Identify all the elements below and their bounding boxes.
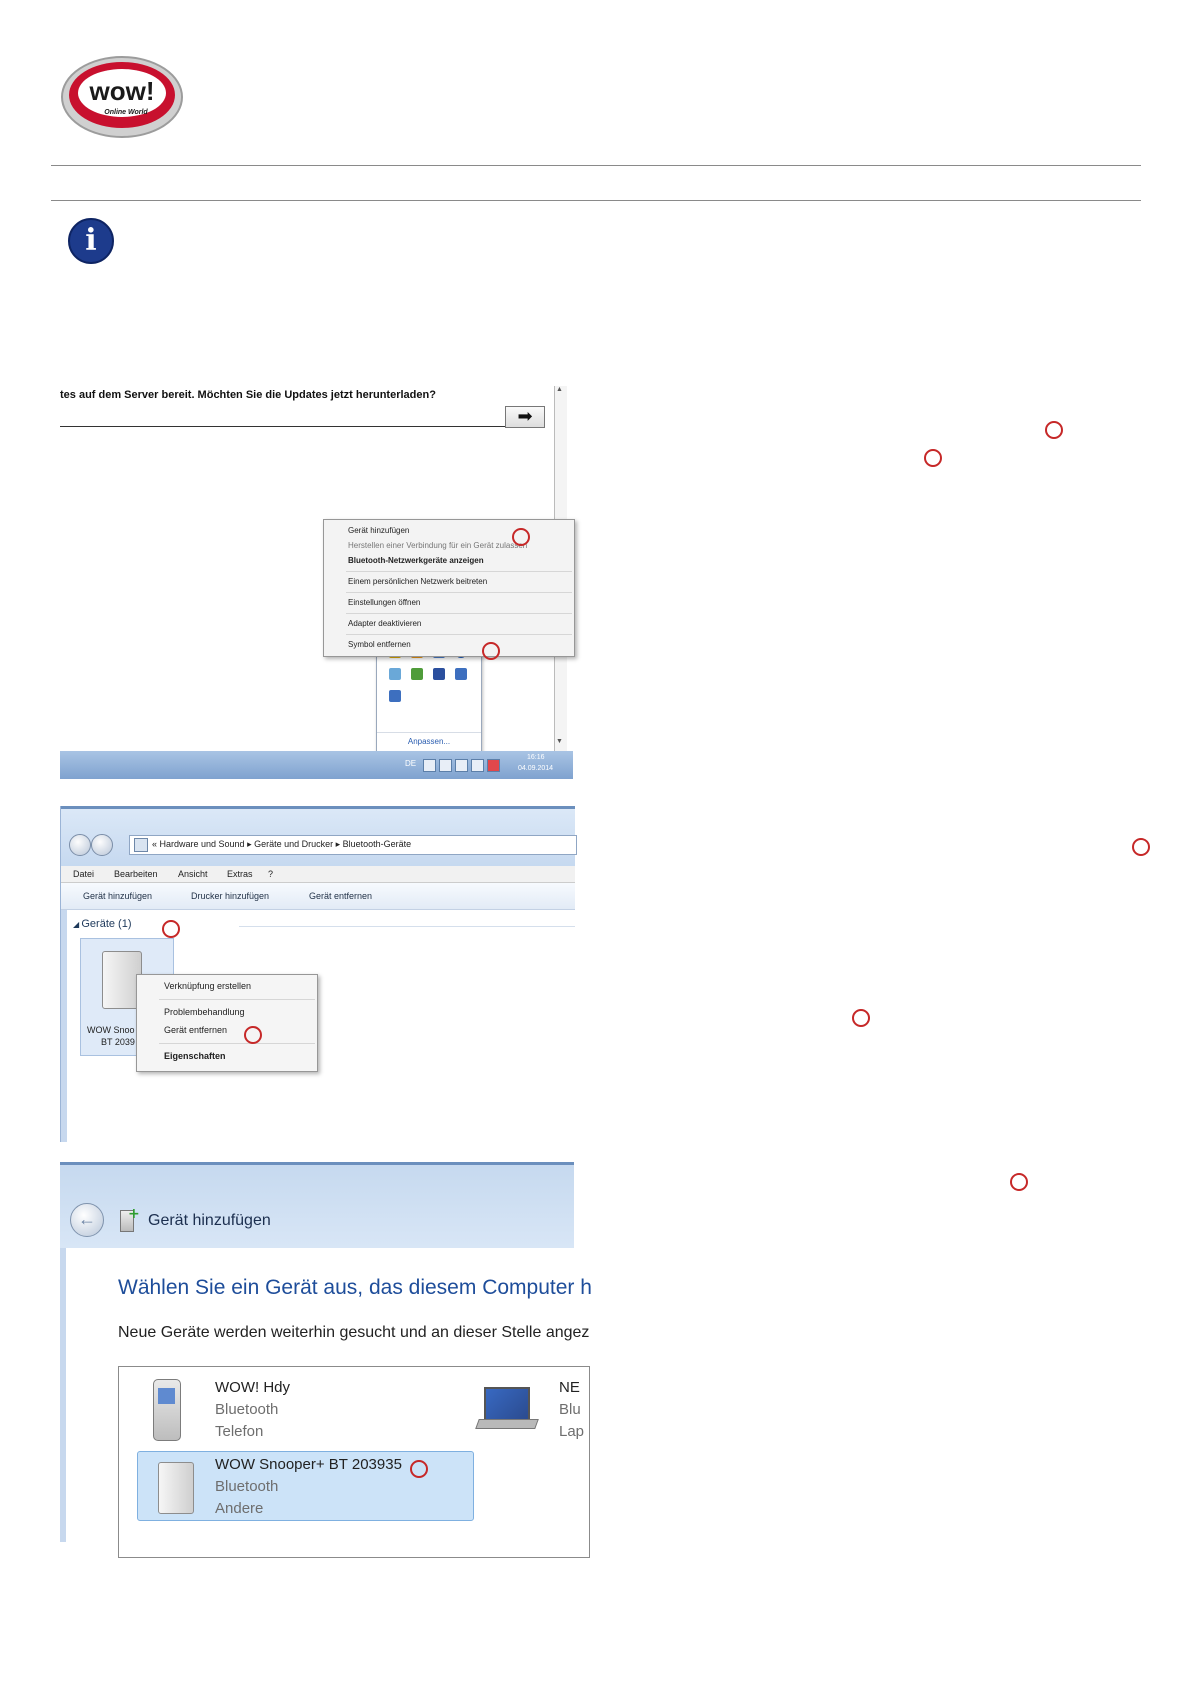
scroll-down-icon[interactable]: ▼ (556, 738, 563, 745)
marker-circle (244, 1026, 262, 1044)
marker-circle (410, 1460, 428, 1478)
marker-circle (1010, 1173, 1028, 1191)
device-category: Telefon (215, 1423, 264, 1440)
marker-circle (924, 449, 942, 467)
header-divider-bottom (51, 200, 1141, 201)
menu-item-join-personal-network[interactable]: Einem persönlichen Netzwerk beitreten (348, 577, 488, 586)
menu-separator (346, 571, 572, 572)
device-name[interactable]: WOW! Hdy (215, 1379, 290, 1396)
menu-ansicht[interactable]: Ansicht (178, 869, 208, 879)
device-icon (158, 1462, 194, 1514)
device-list (118, 1366, 590, 1558)
menubar (61, 866, 575, 883)
menu-item-allow-connection[interactable]: Herstellen einer Verbindung für ein Gerät zulassen (348, 541, 528, 550)
menu-extras[interactable]: Extras (227, 869, 253, 879)
menu-item-show-bluetooth-devices[interactable]: Bluetooth-Netzwerkgeräte anzeigen (348, 556, 484, 565)
tray-overflow-popup (376, 643, 482, 753)
back-icon[interactable] (69, 834, 91, 856)
device-label-id: BT 2039 (101, 1037, 135, 1047)
device-label: WOW Snoo (87, 1025, 135, 1035)
menu-item-add-device[interactable]: Gerät hinzufügen (348, 526, 410, 535)
remove-device-button[interactable]: Gerät entfernen (309, 891, 373, 901)
update-bar (60, 404, 545, 427)
tray-search-icon[interactable] (455, 668, 467, 680)
device-type: Bluetooth (215, 1401, 279, 1418)
left-strip (60, 1248, 66, 1542)
menu-item-disable-adapter[interactable]: Adapter deaktivieren (348, 619, 422, 628)
menu-separator (159, 999, 315, 1000)
screenshot-bluetooth-tray (60, 386, 573, 779)
logo-tagline: Online World (104, 109, 148, 116)
wizard-subheading: Neue Geräte werden weiterhin gesucht und an dieser Stelle angez (118, 1324, 590, 1341)
taskbar-alert-icon[interactable] (487, 759, 500, 772)
toolbar (61, 883, 575, 910)
group-header-label: Geräte (1) (81, 918, 132, 930)
menu-separator (159, 1043, 315, 1044)
taskbar-flag-icon[interactable] (439, 759, 452, 772)
screenshot-device-manager (60, 806, 575, 1142)
menu-item-troubleshoot[interactable]: Problembehandlung (164, 1007, 245, 1017)
menu-separator (346, 634, 572, 635)
menu-datei[interactable]: Datei (73, 869, 95, 879)
taskbar-time[interactable]: 16:16 (527, 754, 545, 761)
left-strip (61, 910, 67, 1142)
marker-circle (512, 528, 530, 546)
marker-circle (1045, 421, 1063, 439)
address-bar[interactable] (129, 835, 577, 855)
bluetooth-context-menu (323, 519, 575, 657)
menu-separator (346, 592, 572, 593)
wizard-heading: Wählen Sie ein Gerät aus, das diesem Computer h (118, 1276, 592, 1299)
device-item-selected[interactable] (137, 1451, 474, 1521)
wizard-header (60, 1162, 574, 1248)
device-category: Lap (559, 1423, 585, 1440)
marker-circle (852, 1009, 870, 1027)
group-line (239, 926, 575, 927)
tray-display-icon[interactable] (433, 668, 445, 680)
taskbar-date[interactable]: 04.09.2014 (518, 765, 554, 772)
back-arrow-icon[interactable]: ← (70, 1203, 104, 1237)
group-header[interactable] (73, 918, 132, 930)
screenshot-add-device (60, 1162, 592, 1542)
phone-icon (153, 1379, 181, 1441)
customize-link[interactable]: Anpassen... (377, 732, 481, 746)
menu-item-open-settings[interactable]: Einstellungen öffnen (348, 598, 421, 607)
laptop-base (475, 1419, 539, 1429)
tray-network-icon[interactable] (389, 668, 401, 680)
marker-circle (162, 920, 180, 938)
taskbar-signal-icon[interactable] (471, 759, 484, 772)
device-type: Blu (559, 1401, 581, 1418)
device-name[interactable]: NE (559, 1379, 580, 1396)
menu-separator (346, 613, 572, 614)
language-indicator[interactable]: DE (405, 759, 417, 768)
header-divider-top (51, 165, 1141, 166)
menu-item-create-shortcut[interactable]: Verknüpfung erstellen (164, 981, 252, 991)
taskbar-action-icon[interactable] (423, 759, 436, 772)
logo-brand-text: wow! (89, 76, 155, 106)
info-icon: i (68, 218, 114, 264)
breadcrumb[interactable]: « Hardware und Sound ▸ Geräte und Drucker ▸ Bluetooth-Geräte (152, 839, 412, 849)
control-panel-icon (134, 838, 148, 852)
forward-icon[interactable] (91, 834, 113, 856)
menu-item-remove-device[interactable]: Gerät entfernen (164, 1025, 228, 1035)
menu-item-remove-icon[interactable]: Symbol entfernen (348, 640, 411, 649)
device-type: Bluetooth (215, 1478, 279, 1495)
wizard-title: Gerät hinzufügen (148, 1212, 271, 1229)
device-context-menu (136, 974, 318, 1072)
plus-icon: + (128, 1206, 140, 1222)
update-message: tes auf dem Server bereit. Möchten Sie die Updates jetzt herunterladen? (60, 389, 436, 401)
tray-security-icon[interactable] (411, 668, 423, 680)
device-name: WOW Snooper+ BT 203935 (215, 1456, 402, 1473)
collapse-icon[interactable]: ◢ (73, 920, 82, 929)
marker-circle (482, 642, 500, 660)
menu-item-properties[interactable]: Eigenschaften (164, 1051, 226, 1061)
add-printer-button[interactable]: Drucker hinzufügen (191, 891, 270, 901)
marker-circle (1132, 838, 1150, 856)
wow-logo (60, 55, 184, 139)
device-category: Andere (215, 1500, 264, 1517)
tray-monitor-icon[interactable] (389, 690, 401, 702)
scroll-up-icon[interactable]: ▲ (556, 386, 563, 393)
taskbar-volume-icon[interactable] (455, 759, 468, 772)
download-arrow-button[interactable]: ➡ (505, 406, 545, 428)
laptop-icon (484, 1387, 530, 1421)
menu-help[interactable]: ? (268, 869, 274, 879)
menu-bearbeiten[interactable]: Bearbeiten (114, 869, 158, 879)
add-device-button[interactable]: Gerät hinzufügen (83, 891, 153, 901)
